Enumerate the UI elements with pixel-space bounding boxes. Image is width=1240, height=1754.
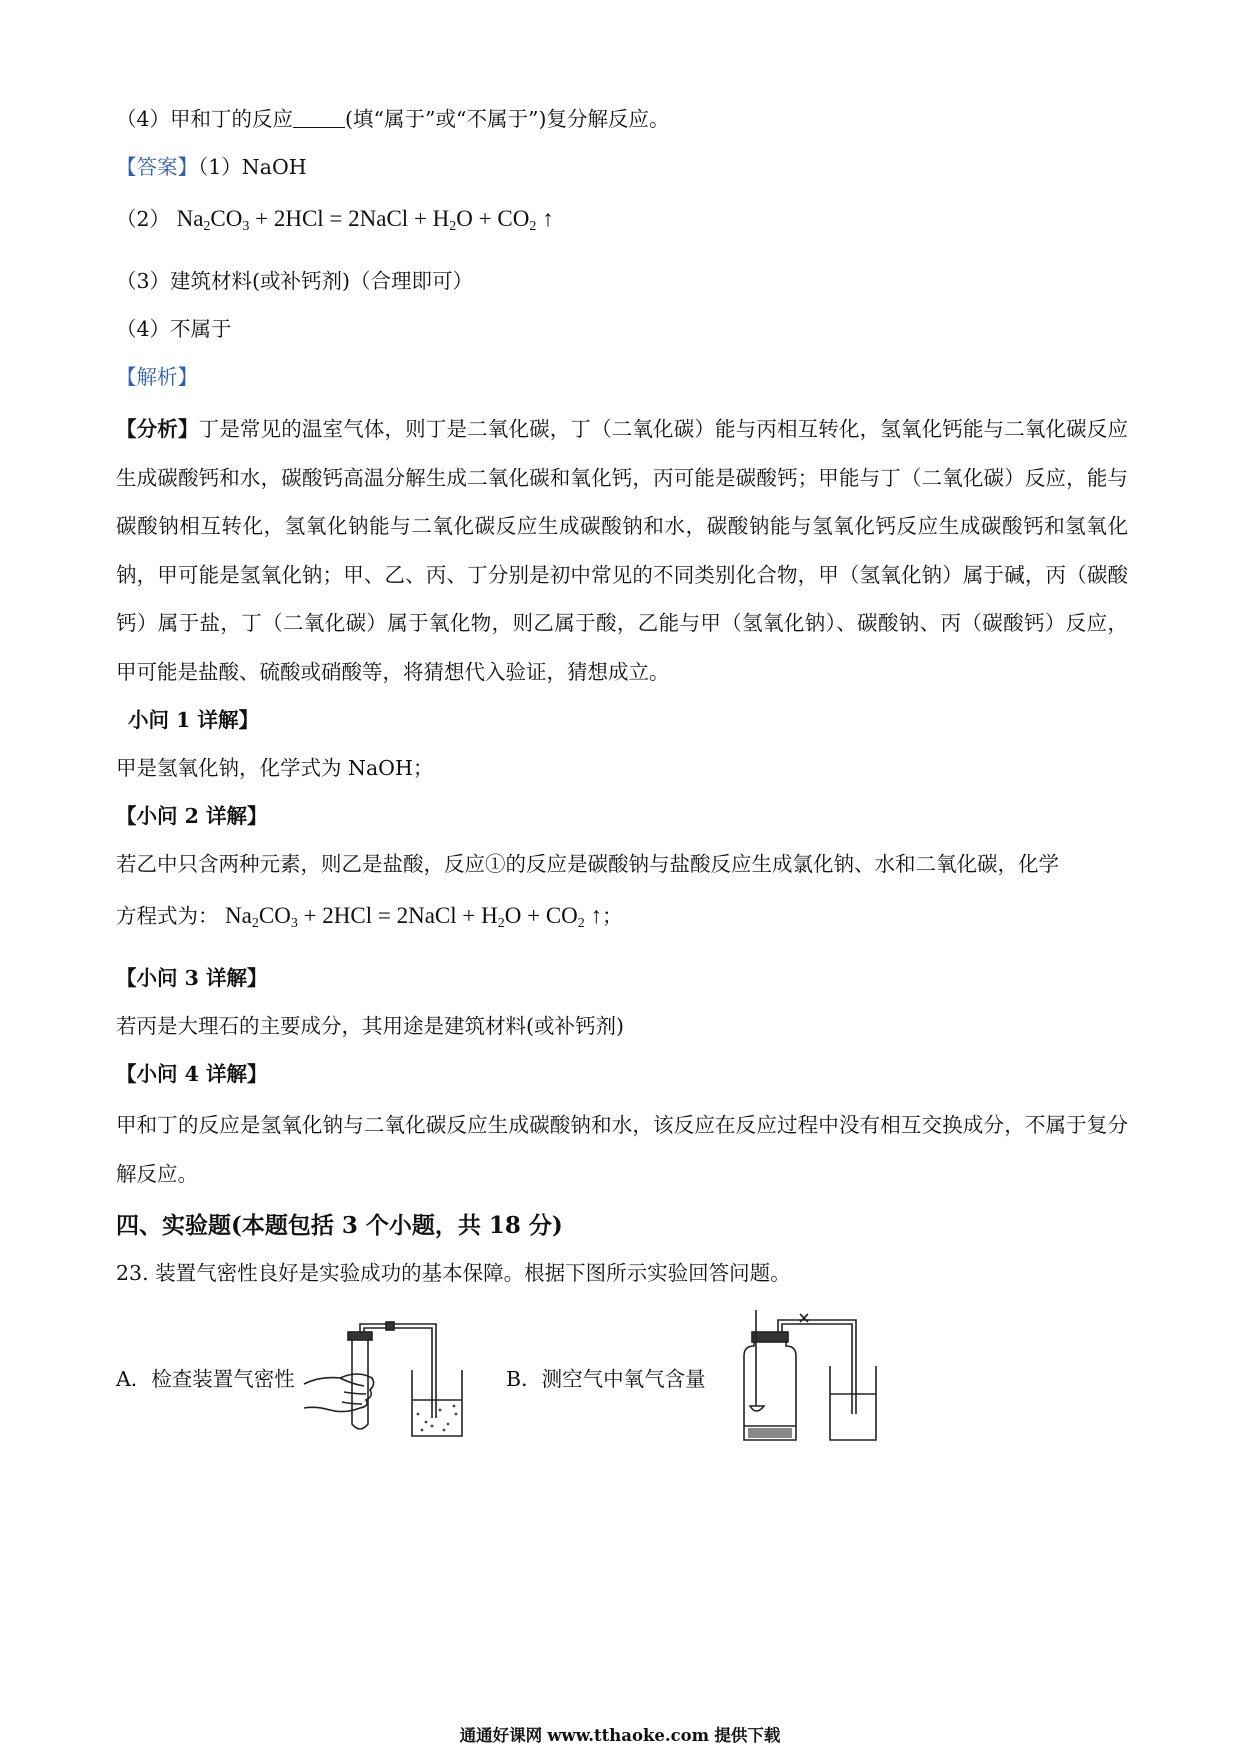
sub-question-4-title: 【小问 4 详解】 [116,1062,268,1086]
figure-a-apparatus [300,1318,470,1438]
sub-question-2-equation-line [116,901,623,939]
analysis-sub-tag: 【分析】 [116,417,199,441]
sub-question-3-title: 【小问 3 详解】 [116,966,268,990]
chemical-equation: $Na_2CO_3 + 2HCl$ = 2NaCl + $H_2O + CO_2$ ↑ [176,206,554,234]
sub-question-4-text: 甲和丁的反应是氢氧化钠与二氧化碳反应生成碳酸钠和水，该反应在反应过程中没有相互交换成分，不属于复分解反应。 [116,1113,1128,1186]
analysis-text: 丁是常见的温室气体，则丁是二氧化碳，丁（二氧化碳）能与丙相互转化，氢氧化钙能与二氧化碳反应生成碳酸钙和水，碳酸钙高温分解生成二氧化碳和氧化钙，丙可能是碳酸钙；甲能与丁（二氧化碳）反应，能与碳酸钠相互转化，氢氧化钠能与二氧化碳反应生成碳酸钠和水，碳酸钠能与氢氧化钙反应生成碳酸钙和氢氧化钠，甲可能是氢氧化钠；甲、乙、丙、丁分别是初中常见的不同类别化合物，甲（氢氧化钠）属于碱，丙（碳酸钙）属于盐，丁（二氧化碳）属于氧化物，则乙属于酸，乙能与甲（氢氧化钠）、碳酸钠、丙（碳酸钙）反应，甲可能是盐酸、硫酸或硝酸等，将猜想代入验证，猜想成立。 [116,417,1128,684]
question-23: 23. 装置气密性良好是实验成功的基本保障。根据下图所示实验回答问题。 [116,1261,791,1285]
figure-a-label: A．检查装置气密性 [116,1367,295,1391]
chemical-equation-2: $Na_2CO_3 + 2HCl$ = 2NaCl + $H_2O + CO_2$ ↑ [225,903,603,931]
page-footer [0,1722,1240,1746]
answer-4: （4）不属于 [116,317,232,341]
question-4-suffix: (填“属于”或“不属于”)复分解反应。 [345,107,670,131]
answer-3: （3）建筑材料(或补钙剂)（合理即可） [116,269,474,293]
question-4-prefix: （4）甲和丁的反应 [116,107,294,131]
sub-question-2-equation-prefix: 方程式为： [116,904,219,928]
figure-b-apparatus [720,1310,880,1444]
sub-question-1-title: 小问 1 详解】 [128,708,260,732]
answer-line-3 [116,266,473,296]
section-heading: 四、实验题(本题包括 3 个小题，共 18 分) [116,1212,563,1239]
answer-line-1 [116,152,307,182]
answer-blank [293,107,345,128]
figure-b-label: B．测空气中氧气含量 [506,1367,706,1391]
sub-question-2-equation-suffix: ； [602,904,623,928]
answer-line-2 [116,204,554,242]
question-4-line [116,104,669,134]
sub-question-3-text: 若丙是大理石的主要成分，其用途是建筑材料(或补钙剂) [116,1014,624,1038]
sub-question-1-text: 甲是氢氧化钠，化学式为 NaOH； [116,756,434,780]
answer-1: （1）NaOH [198,155,307,179]
answer-tag: 【答案】 [116,155,198,179]
footer-url[interactable]: www.tthaoke.com [547,1726,710,1745]
answer-2-prefix: （2） [116,207,171,231]
analysis-paragraph [116,405,1128,696]
analysis-tag: 【解析】 [116,365,198,389]
footer-site: 通通好课网 [459,1726,543,1745]
answer-line-4 [116,314,232,344]
sub-question-2-title: 【小问 2 详解】 [116,804,268,828]
sub-question-2-text: 若乙中只含两种元素，则乙是盐酸，反应①的反应是碳酸钠与盐酸反应生成氯化钠、水和二氧化碳，化学 [116,852,1059,876]
footer-suffix: 提供下载 [714,1726,781,1745]
